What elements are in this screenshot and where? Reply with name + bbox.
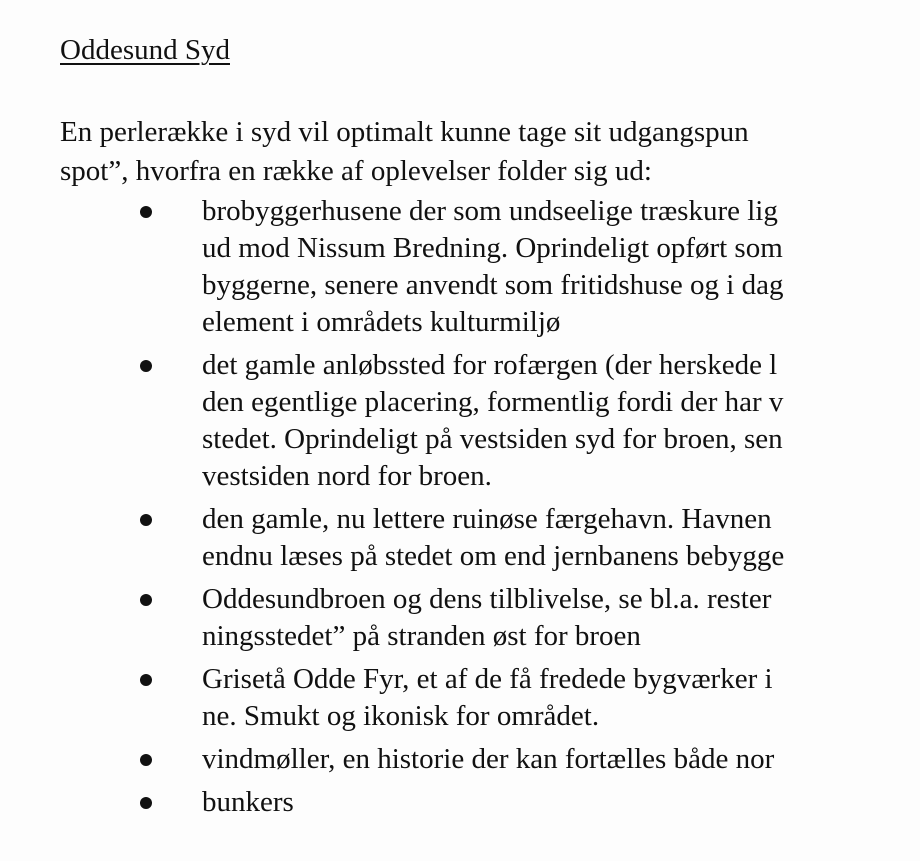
bullet-line: ud mod Nissum Bredning. Oprindeligt opført som	[202, 232, 783, 264]
bullet-line: endnu læses på stedet om end jernbanens bebygge	[202, 540, 785, 572]
bullet-line: ningsstedet” på stranden øst for broen	[202, 620, 641, 652]
bullet-line: byggerne, senere anvendt som fritidshuse og i dag	[202, 269, 784, 301]
bullet-dot-icon	[140, 797, 152, 809]
bullet-item	[0, 784, 920, 821]
bullet-item	[0, 347, 920, 495]
bullet-line: brobyggerhusene der som undseelige træskure lig	[202, 195, 778, 227]
intro-line: spot”, hvorfra en række af oplevelser folder sig ud:	[60, 155, 652, 187]
bullet-dot-icon	[140, 754, 152, 766]
bullet-line: det gamle anløbssted for rofærgen (der herskede l	[202, 349, 778, 381]
bullet-line: Grisetå Odde Fyr, et af de få fredede bygværker i	[202, 663, 773, 695]
bullet-item	[0, 501, 920, 575]
bullet-item	[0, 193, 920, 341]
bullet-line: vestsiden nord for broen.	[202, 460, 492, 492]
bullet-dot-icon	[140, 360, 152, 372]
bullet-dot-icon	[140, 206, 152, 218]
bullet-item	[0, 741, 920, 778]
bullet-item	[0, 581, 920, 655]
bullet-line: bunkers	[202, 786, 294, 818]
bullet-line: den egentlige placering, formentlig fordi der har v	[202, 386, 784, 418]
bullet-list	[0, 193, 920, 827]
bullet-dot-icon	[140, 674, 152, 686]
bullet-line: ne. Smukt og ikonisk for området.	[202, 700, 600, 732]
bullet-dot-icon	[140, 514, 152, 526]
intro-paragraph	[60, 113, 749, 191]
bullet-line: Oddesundbroen og dens tilblivelse, se bl.a. rester	[202, 583, 772, 615]
bullet-line: element i områdets kulturmiljø	[202, 306, 561, 338]
bullet-line: stedet. Oprindeligt på vestsiden syd for broen, sen	[202, 423, 783, 455]
bullet-dot-icon	[140, 594, 152, 606]
bullet-item	[0, 661, 920, 735]
section-heading: Oddesund Syd	[60, 34, 230, 66]
intro-line: En perlerække i syd vil optimalt kunne tage sit udgangspun	[60, 116, 749, 148]
bullet-line: den gamle, nu lettere ruinøse færgehavn. Havnen	[202, 503, 772, 535]
bullet-line: vindmøller, en historie der kan fortælles både nor	[202, 743, 775, 775]
